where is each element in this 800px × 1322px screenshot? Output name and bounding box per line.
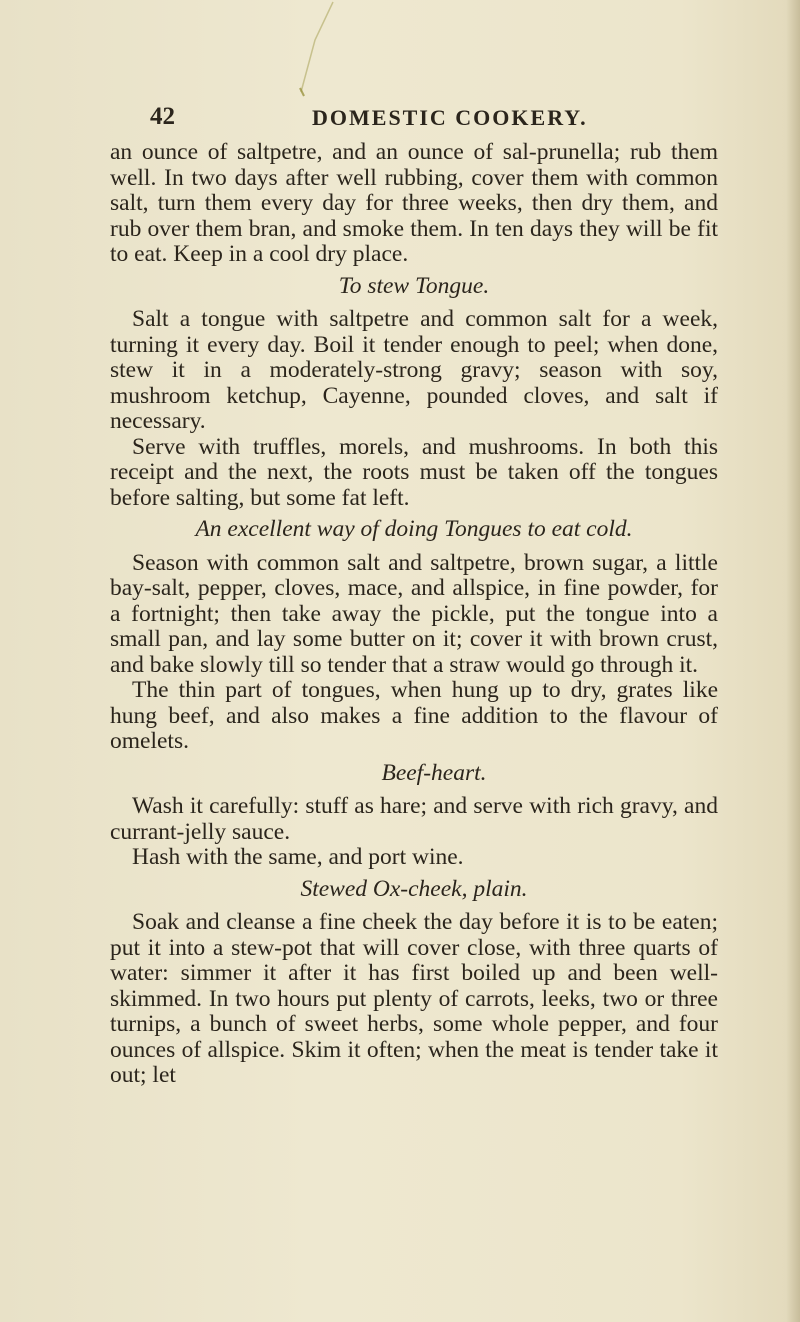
paragraph: Season with common salt and saltpetre, brown sugar, a little bay-salt, pepper, cloves, mace, and allspice, in fine powder, for a fortnight; then take away the pickle, put the tongue into a small pan, and lay some butter on it; cover it with brown crust, and bake slowly till so tender that a straw would go through it. bbox=[110, 549, 718, 678]
paragraph: an ounce of saltpetre, and an ounce of sal-prunella; rub them well. In two days after well rubbing, cover them with common salt, turn them every day for three weeks, then dry them, and rub over them bran, and smoke them. In ten days they will be fit to eat. Keep in a cool dry place. bbox=[110, 139, 718, 267]
page-number: 42 bbox=[150, 103, 175, 130]
pencil-mark bbox=[295, 0, 335, 100]
recipe-heading: To stew Tongue. bbox=[338, 272, 490, 299]
recipe-heading: An excellent way of doing Tongues to eat cold. bbox=[195, 516, 633, 542]
paragraph: The thin part of tongues, when hung up to dry, grates like hung beef, and also makes a fine addition to the flavour of omelets. bbox=[110, 677, 718, 754]
paragraph: Salt a tongue with saltpetre and common salt for a week, turning it every day. Boil it tender enough to peel; when done, stew it in a moderately-strong gravy; season with soy, mushroom ketchup, Cayenne, pounded cloves, and salt if necessary. bbox=[110, 306, 718, 434]
paragraph: Wash it carefully: stuff as hare; and serve with rich gravy, and currant-jelly sauce. bbox=[110, 793, 718, 845]
page-header bbox=[150, 103, 710, 137]
paragraph: Soak and cleanse a fine cheek the day before it is to be eaten; put it into a stew-pot that will cover close, with three quarts of water: simmer it after it has first boiled up and been well-skimmed. In two hours put plenty of carrots, leeks, two or three turnips, a bunch of sweet herbs, some whole pepper, and four ounces of allspice. Skim it often; when the meat is tender take it out; let bbox=[110, 909, 718, 1088]
page-edge-shadow bbox=[786, 0, 800, 1322]
paragraph: Hash with the same, and port wine. bbox=[132, 844, 464, 870]
running-head: DOMESTIC COOKERY. bbox=[312, 105, 588, 130]
page-text bbox=[110, 140, 718, 1089]
paragraph: Serve with truffles, morels, and mushrooms. In both this receipt and the next, the roots must be taken off the tongues before salting, but some fat left. bbox=[110, 433, 718, 511]
recipe-heading: Beef-heart. bbox=[381, 759, 487, 786]
recipe-heading: Stewed Ox-cheek, plain. bbox=[300, 875, 528, 902]
